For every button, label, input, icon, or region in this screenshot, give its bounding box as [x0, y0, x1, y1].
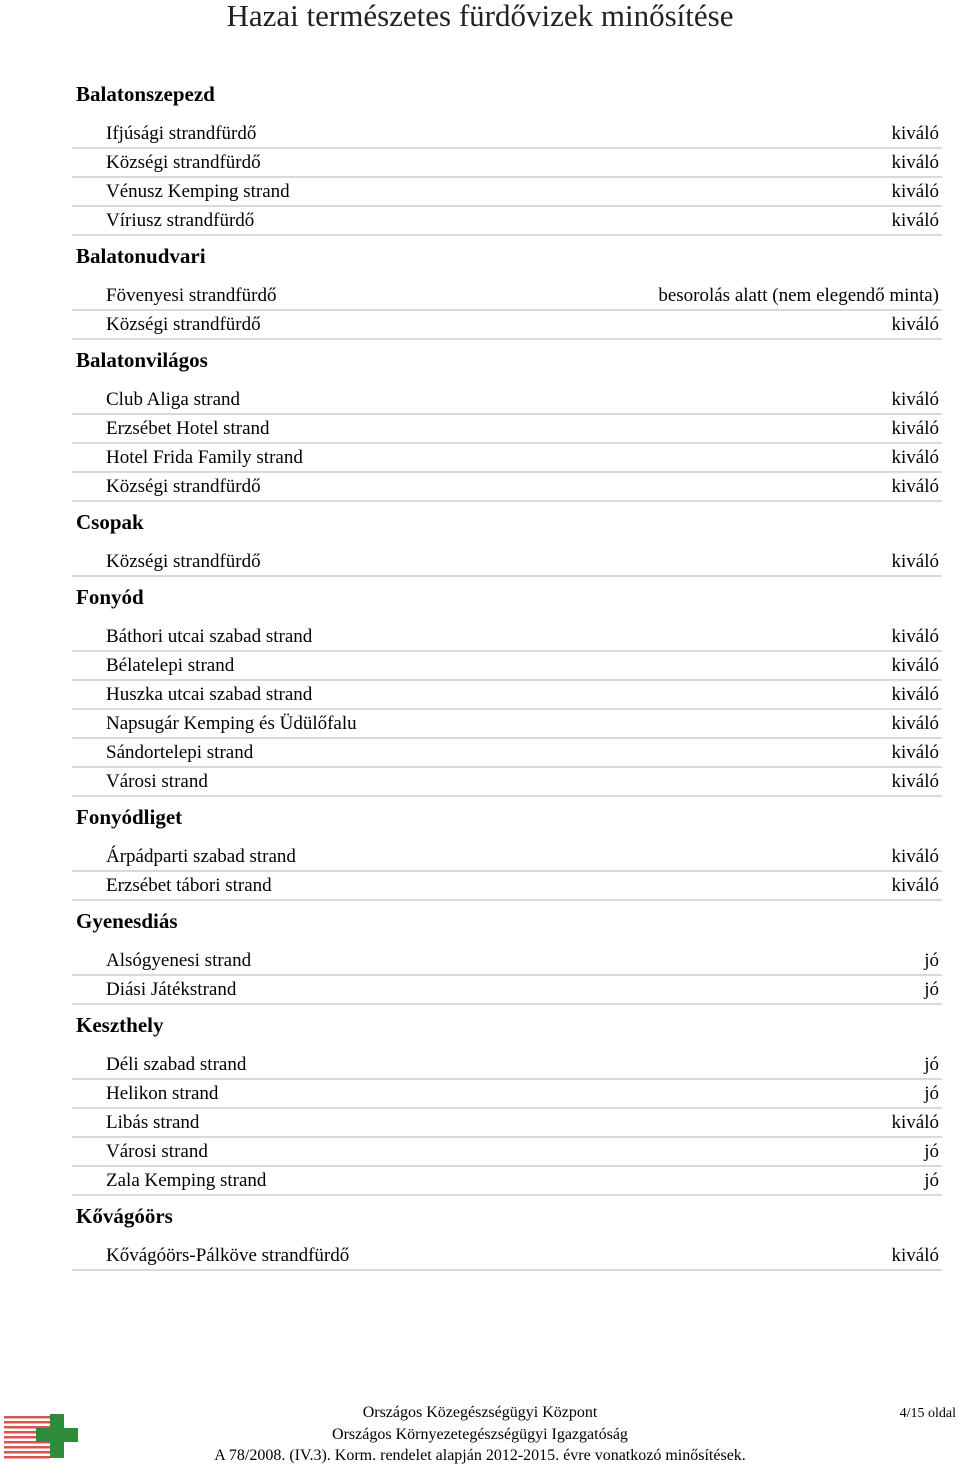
page-footer: [0, 1400, 960, 1469]
site-row: [72, 710, 942, 739]
site-name: Kővágóörs-Pálköve strandfürdő: [106, 1245, 350, 1266]
town-heading: Fonyód: [76, 585, 144, 609]
site-name: Club Aliga strand: [106, 389, 241, 410]
site-row: [72, 768, 942, 797]
town-group: [72, 346, 942, 502]
site-row: [72, 739, 942, 768]
site-rating: kiváló: [891, 447, 939, 468]
site-name: Városi strand: [106, 771, 208, 792]
site-rating: jó: [924, 1170, 939, 1191]
site-name: Községi strandfürdő: [106, 476, 261, 497]
site-rating: kiváló: [891, 771, 939, 792]
site-row: [72, 149, 942, 178]
site-rating: kiváló: [891, 389, 939, 410]
site-rating: jó: [924, 1054, 939, 1075]
town-heading: Csopak: [76, 510, 144, 534]
site-rating: jó: [924, 950, 939, 971]
site-row: [72, 311, 942, 340]
town-group: [72, 508, 942, 577]
site-name: Báthori utcai szabad strand: [106, 626, 313, 647]
site-rating: kiváló: [891, 476, 939, 497]
site-name: Vénusz Kemping strand: [106, 181, 290, 202]
site-rating: kiváló: [891, 123, 939, 144]
site-row: [72, 1242, 942, 1271]
town-heading: Balatonvilágos: [76, 348, 208, 372]
site-name: Ifjúsági strandfürdő: [106, 123, 257, 144]
site-row: [72, 1051, 942, 1080]
footer-institute: Országos Közegészségügyi Központ: [362, 1404, 598, 1421]
town-group: [72, 907, 942, 1005]
town-group: [72, 803, 942, 901]
site-name: Sándortelepi strand: [106, 742, 254, 763]
site-row: [72, 282, 942, 311]
site-row: [72, 976, 942, 1005]
site-name: Diási Játékstrand: [106, 979, 237, 1000]
site-row: [72, 843, 942, 872]
site-rating: kiváló: [891, 152, 939, 173]
site-rating: jó: [924, 1141, 939, 1162]
site-rating: besorolás alatt (nem elegendő minta): [658, 285, 939, 306]
site-name: Napsugár Kemping és Üdülőfalu: [106, 713, 357, 734]
site-row: [72, 548, 942, 577]
site-name: Déli szabad strand: [106, 1054, 247, 1075]
site-row: [72, 386, 942, 415]
site-row: [72, 473, 942, 502]
town-heading: Balatonudvari: [76, 244, 206, 268]
site-rating: kiváló: [891, 875, 939, 896]
site-row: [72, 415, 942, 444]
site-rating: kiváló: [891, 846, 939, 867]
site-rating: kiváló: [891, 1245, 939, 1266]
town-heading: Gyenesdiás: [76, 909, 178, 933]
site-name: Huszka utcai szabad strand: [106, 684, 313, 705]
site-row: [72, 681, 942, 710]
site-name: Erzsébet Hotel strand: [106, 418, 270, 439]
site-name: Fövenyesi strandfürdő: [106, 285, 277, 306]
town-group: [72, 1011, 942, 1196]
site-rating: kiváló: [891, 181, 939, 202]
site-name: Községi strandfürdő: [106, 551, 261, 572]
site-row: [72, 120, 942, 149]
town-group: [72, 583, 942, 797]
site-name: Erzsébet tábori strand: [106, 875, 272, 896]
town-heading: Keszthely: [76, 1013, 164, 1037]
site-rating: kiváló: [891, 551, 939, 572]
site-name: Városi strand: [106, 1141, 208, 1162]
rating-list: [72, 80, 942, 1277]
site-row: [72, 207, 942, 236]
site-name: Bélatelepi strand: [106, 655, 235, 676]
page-title: Hazai természetes fürdővizek minősítése: [226, 0, 734, 33]
town-group: [72, 242, 942, 340]
town-group: [72, 80, 942, 236]
site-name: Zala Kemping strand: [106, 1170, 267, 1191]
site-row: [72, 1109, 942, 1138]
town-heading: Fonyódliget: [76, 805, 183, 829]
town-heading: Balatonszepezd: [76, 82, 215, 106]
site-rating: kiváló: [891, 1112, 939, 1133]
site-name: Libás strand: [106, 1112, 200, 1133]
site-rating: kiváló: [891, 418, 939, 439]
site-rating: jó: [924, 979, 939, 1000]
site-row: [72, 652, 942, 681]
site-rating: jó: [924, 1083, 939, 1104]
site-rating: kiváló: [891, 655, 939, 676]
site-row: [72, 1080, 942, 1109]
site-rating: kiváló: [891, 684, 939, 705]
site-rating: kiváló: [891, 210, 939, 231]
site-row: [72, 872, 942, 901]
site-name: Víriusz strandfürdő: [106, 210, 255, 231]
footer-directorate: Országos Környezetegészségügyi Igazgatóság: [332, 1426, 628, 1443]
site-name: Községi strandfürdő: [106, 314, 261, 335]
footer-regulation-note: A 78/2008. (IV.3). Korm. rendelet alapján 2012-2015. évre vonatkozó minősítések.: [214, 1447, 746, 1464]
site-name: Helikon strand: [106, 1083, 219, 1104]
site-rating: kiváló: [891, 742, 939, 763]
site-name: Árpádparti szabad strand: [106, 846, 296, 867]
site-rating: kiváló: [891, 713, 939, 734]
site-name: Alsógyenesi strand: [106, 950, 252, 971]
site-row: [72, 178, 942, 207]
town-group: [72, 1202, 942, 1271]
site-row: [72, 947, 942, 976]
site-row: [72, 1138, 942, 1167]
site-row: [72, 1167, 942, 1196]
page-number: 4/15 oldal: [899, 1406, 956, 1421]
site-name: Hotel Frida Family strand: [106, 447, 303, 468]
site-name: Községi strandfürdő: [106, 152, 261, 173]
town-heading: Kővágóörs: [76, 1204, 173, 1228]
site-row: [72, 444, 942, 473]
site-rating: kiváló: [891, 314, 939, 335]
site-rating: kiváló: [891, 626, 939, 647]
site-row: [72, 623, 942, 652]
